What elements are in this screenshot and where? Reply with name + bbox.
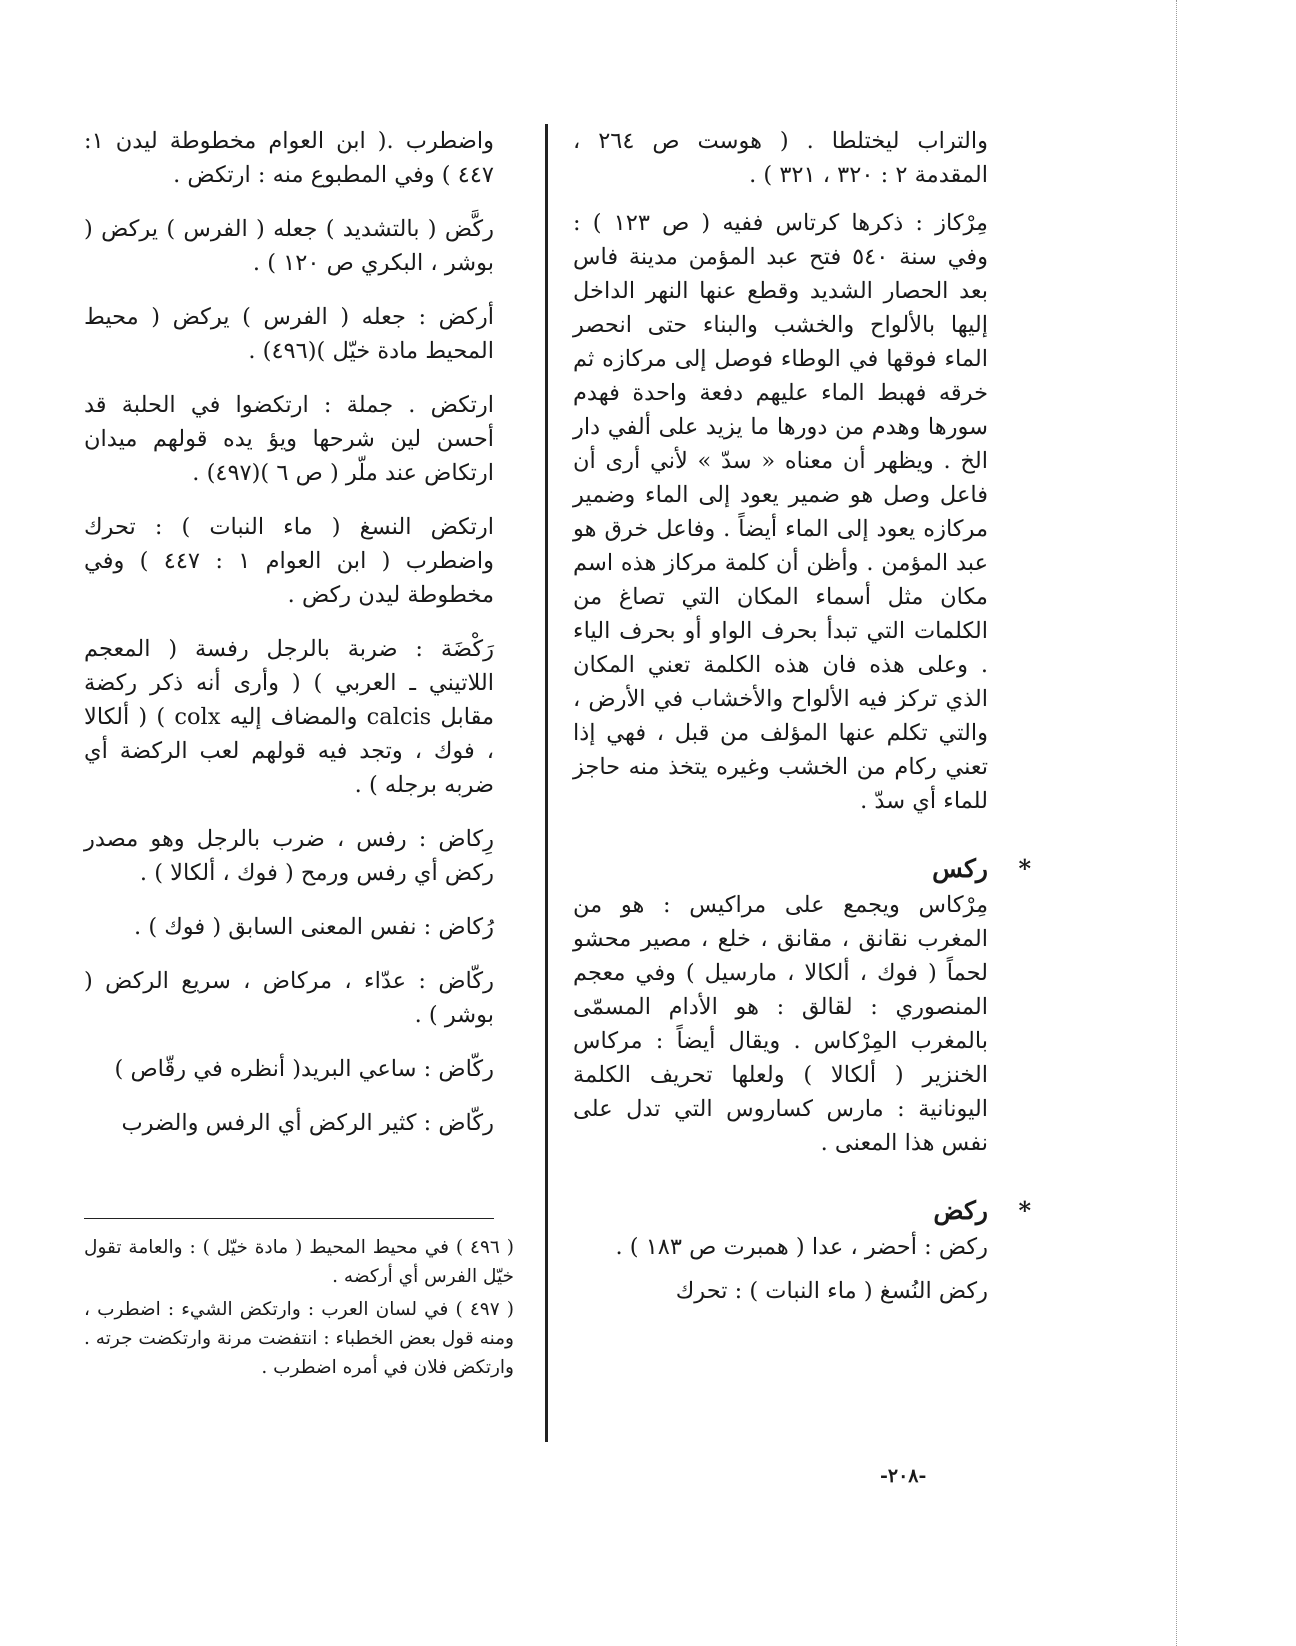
entry-rikad: رِكاض : رفس ، ضرب بالرجل وهو مصدر ركض أي رفس ورمح ( فوك ، ألكالا ) . xyxy=(84,826,494,886)
entry-rakada: ركض : أحضر ، عدا ( همبرت ص ١٨٣ ) . xyxy=(615,1234,988,1260)
entry-arkada: أركض : جعله ( الفرس ) يركض ( محيط المحيط مادة خيّل )(٤٩٦) . xyxy=(84,304,494,364)
page-edge-dotted-line xyxy=(1176,0,1177,1646)
left-column xyxy=(84,124,494,1160)
section-heading-rkd xyxy=(573,1194,1031,1228)
heading-text: ركس xyxy=(932,854,988,883)
page-number: -٢٠٨- xyxy=(880,1465,927,1487)
entry-rakkad-3: ركّاض : كثير الركض أي الرفس والضرب xyxy=(121,1110,494,1136)
footnote-496: ( ٤٩٦ ) في محيط المحيط ( مادة خيّل ) : والعامة تقول خيّل الفرس أي أركضه . xyxy=(84,1237,514,1287)
entry-rakada-nusg: ركض النُسغ ( ماء النبات ) : تحرك xyxy=(675,1278,988,1304)
column-divider xyxy=(545,124,548,1442)
entry-merkas: مِرْكاس ويجمع على مراكيس : هو من المغرب نقانق ، مقانق ، خلع ، مصير محشو لحماً ( فوك ، ألكالا ، مارسيل ) وفي معجم المنصوري : لقالق : هو الأدام المسمّى بالمغرب المِرْكاس . ويقال أيضاً : مركاس الخنزير ( ألكالا ) ولعلها تحريف الكلمة اليونانية : مارس كساروس التي تدل على نفس هذا المعنى . xyxy=(573,892,988,1156)
footnote-separator xyxy=(84,1218,494,1219)
section-heading-rks xyxy=(573,852,1031,886)
text-paragraph: واضطرب .( ابن العوام مخطوطة ليدن ١: ٤٤٧ ) وفي المطبوع منه : ارتكض . xyxy=(84,128,494,188)
heading-text: ركض xyxy=(933,1196,988,1225)
entry-merkaz: مِرْكاز : ذكرها كرتاس ففيه ( ص ١٢٣ ) : وفي سنة ٥٤٠ فتح عبد المؤمن مدينة فاس بعد الحصار الشديد وقطع عنها النهر الداخل إليها بالألواح والخشب والبناء حتى انحصر الماء فوقها في الوطاء فوصل إلى مركازه ثم خرقه فهبط الماء عليهم دفعة واحدة فهدم سورها وهدم من دورها ما يزيد على ألفي دار الخ . ويظهر أن معناه « سدّ » لأني أرى أن فاعل وصل هو ضمير يعود إلى الماء وضمير مركازه يعود إلى الماء أيضاً . وفاعل خرق هو عبد المؤمن . وأظن أن كلمة مركاز هذه اسم مكان مثل أسماء المكان التي تصاغ من الكلمات التي تبدأ بحرف الواو أو بحرف الياء . وعلى هذه فان هذه الكلمة تعني المكان الذي تركز فيه الألواح والأخشاب في الأرض ، والتي تكلم عنها المؤلف من قبل ، فهي إذا تعني ركام من الخشب وغيره يتخذ منه حاجز للماء أي سدّ . xyxy=(573,210,989,814)
text-paragraph: والتراب ليختلطا . ( هوست ص ٢٦٤ ، المقدمة ٢ : ٣٢٠ ، ٣٢١ ) . xyxy=(573,128,988,188)
entry-rakkad-2: ركّاض : ساعي البريد( أنظره في رقّاص ) xyxy=(114,1056,494,1082)
entry-rakda: رَكْضَة : ضربة بالرجل رفسة ( المعجم اللاتيني ـ العربي ) ( وأرى أنه ذكر ركضة مقابل calcis والمضاف إليه colx ) ( ألكالا ، فوك ، وتجد فيه قولهم لعب الركضة أي ضربه برجله ) . xyxy=(84,636,495,798)
entry-rakkada: ركَّض ( بالتشديد ) جعله ( الفرس ) يركض ( بوشر ، البكري ص ١٢٠ ) . xyxy=(84,216,494,276)
entry-irtakada-nusg: ارتكض النسغ ( ماء النبات ) : تحرك واضطرب ( ابن العوام ١ : ٤٤٧ ) وفي مخطوطة ليدن ركض . xyxy=(84,514,494,608)
entry-rukad: رُكاض : نفس المعنى السابق ( فوك ) . xyxy=(134,914,494,940)
footnote-497: ( ٤٩٧ ) في لسان العرب : وارتكض الشيء : اضطرب ، ومنه قول بعض الخطباء : انتفضت مرنة وارتكضت جرته . وارتكض فلان في أمره اضطرب . xyxy=(84,1299,514,1378)
footnotes xyxy=(84,1233,514,1386)
entry-rakkad-1: ركّاض : عدّاء ، مركاض ، سريع الركض ( بوشر ) . xyxy=(84,968,494,1028)
right-column xyxy=(573,124,1031,1328)
entry-irtakada: ارتكض . جملة : ارتكضوا في الحلبة قد أحسن لين شرحها ويؤ يده قولهم ميدان ارتكاض عند ملّر ( ص ٦ )(٤٩٧) . xyxy=(84,392,494,486)
asterisk-icon: * xyxy=(1018,1196,1031,1225)
asterisk-icon: * xyxy=(1018,854,1031,883)
